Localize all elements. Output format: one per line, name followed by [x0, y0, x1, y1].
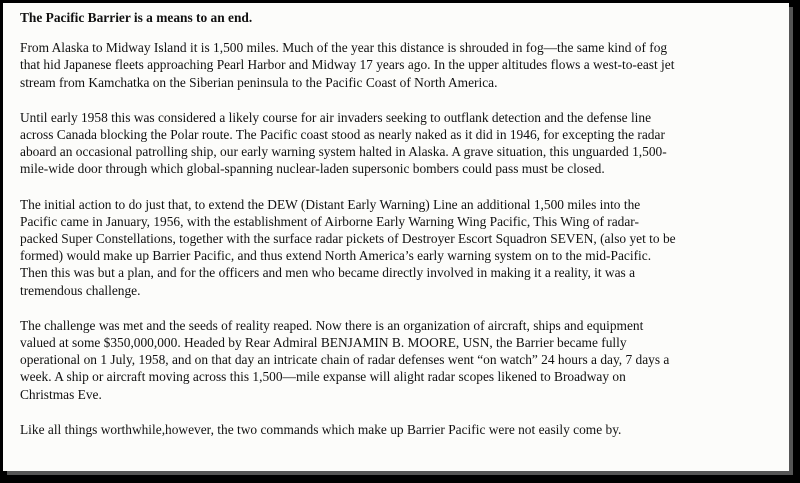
text-line: Like all things worthwhile,however, the two commands which make up Barrier Pacific were not easily come by. — [20, 421, 622, 437]
text-line: formed) would make up Barrier Pacific, and thus extend North America’s early warning system on to the mid-Pacific. — [20, 248, 652, 264]
text-line: mile-wide door through which global-spanning nuclear-laden supersonic bombers could pass must be closed. — [20, 161, 605, 177]
text-line: From Alaska to Midway Island it is 1,500 miles. Much of the year this distance is shrouded in fog—the same kind of fog — [20, 40, 668, 56]
text-line: aboard an occasional patrolling ship, our early warning system halted in Alaska. A grave situation, this unguarded 1,500- — [20, 144, 667, 160]
paragraph-4 — [20, 317, 775, 403]
paragraph-5 — [20, 421, 775, 438]
text-line: packed Super Constellations, together with the surface radar pickets of Destroyer Escort Squadron SEVEN, (also yet to be — [20, 231, 676, 247]
text-line: The challenge was met and the seeds of reality reaped. Now there is an organization of aircraft, ships and equipment — [20, 317, 644, 333]
paragraph-2 — [20, 109, 775, 178]
text-line: across Canada blocking the Polar route. The Pacific coast stood as nearly naked as it did in 1946, for excepting the radar — [20, 127, 665, 143]
text-line: Pacific came in January, 1956, with the establishment of Airborne Early Warning Wing Pacific, This Wing of radar- — [20, 213, 639, 229]
text-line: stream from Kamchatka on the Siberian peninsula to the Pacific Coast of North America. — [20, 74, 498, 90]
text-line: The initial action to do just that, to extend the DEW (Distant Early Warning) Line an additional 1,500 miles into the — [20, 196, 641, 212]
text-line: Until early 1958 this was considered a likely course for air invaders seeking to outflank detection and the defense line — [20, 109, 652, 125]
text-line: Christmas Eve. — [20, 386, 102, 402]
paragraph-3 — [20, 196, 775, 299]
text-line: that hid Japanese fleets approaching Pearl Harbor and Midway 17 years ago. In the upper altitudes flows a west-to-east jet — [20, 57, 675, 73]
text-line: week. A ship or aircraft moving across this 1,500—mile expanse will alight radar scopes likened to Broadway on — [20, 369, 626, 385]
text-line: valued at some $350,000,000. Headed by Rear Admiral BENJAMIN B. MOORE, USN, the Barrier became fully — [20, 335, 627, 351]
paragraph-1 — [20, 39, 775, 91]
text-line: operational on 1 July, 1958, and on that day an intricate chain of radar defenses went “on watch” 24 hours a day, 7 days a — [20, 352, 670, 368]
text-line: tremendous challenge. — [20, 282, 141, 298]
text-line: Then this was but a plan, and for the officers and men who became directly involved in making it a reality, it was a — [20, 265, 636, 281]
document-heading: The Pacific Barrier is a means to an end. — [20, 10, 253, 25]
document-page — [3, 3, 789, 471]
document-body — [20, 9, 775, 438]
